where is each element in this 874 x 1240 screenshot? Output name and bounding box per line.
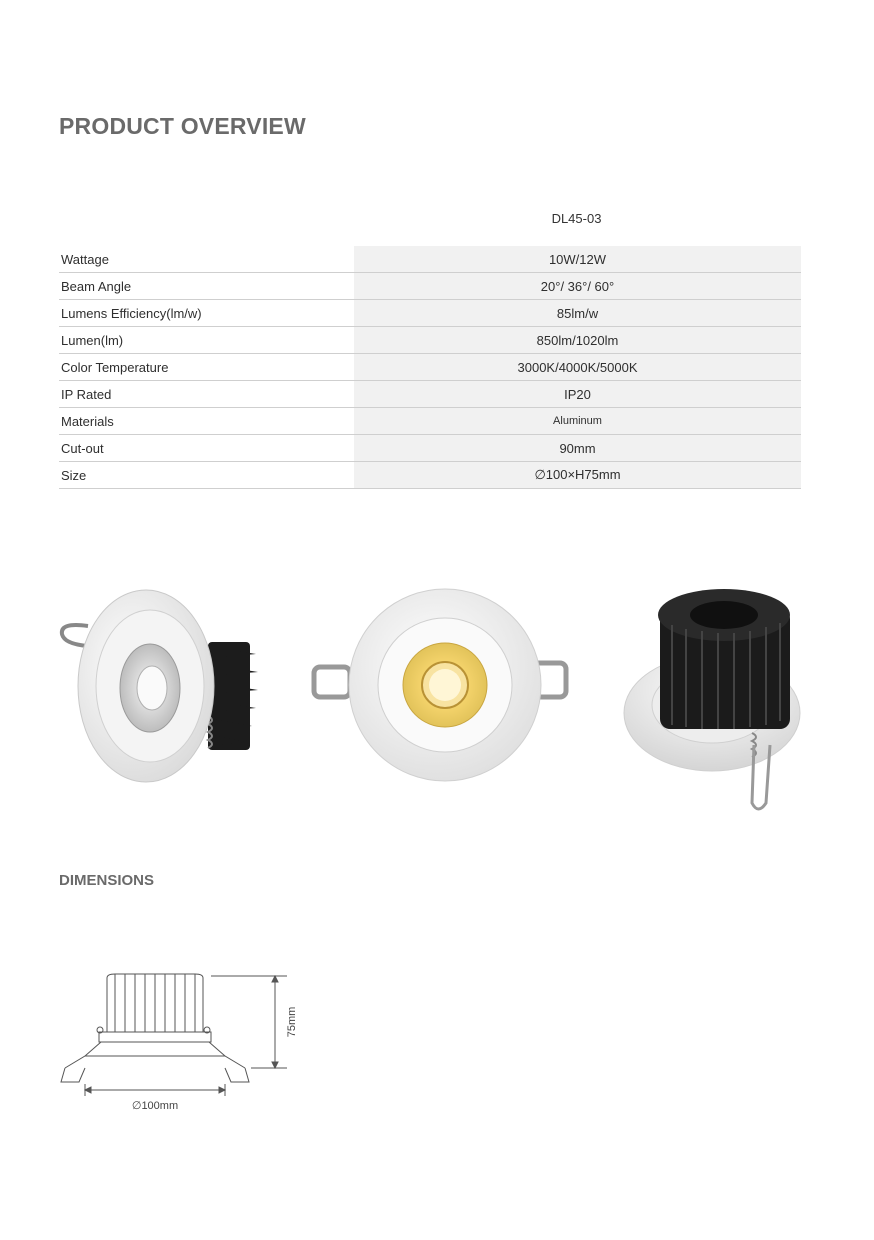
spec-row [59,381,801,408]
dimension-drawing [55,960,315,1120]
spec-label: Lumen(lm) [59,327,354,354]
spec-value: 10W/12W [354,246,801,273]
spec-row [59,327,801,354]
spec-label: Lumens Efficiency(lm/w) [59,300,354,327]
downlight-rear-view-icon [622,585,802,817]
spec-label: Beam Angle [59,273,354,300]
spec-value: Aluminum [354,408,801,435]
dimensions-title: DIMENSIONS [59,872,155,889]
spec-label: Materials [59,408,354,435]
spec-label: Size [59,462,354,489]
spec-value: 3000K/4000K/5000K [354,354,801,381]
page-title: PRODUCT OVERVIEW [59,113,306,139]
spec-value: 850lm/1020lm [354,327,801,354]
model-number: DL45-03 [551,211,602,226]
spec-value: 20°/ 36°/ 60° [354,273,801,300]
spec-label: Cut-out [59,435,354,462]
spec-row [59,462,801,489]
spec-value: 85lm/w [354,300,801,327]
spec-row [59,408,801,435]
spec-row [59,435,801,462]
spec-table [59,246,801,489]
spec-label: Wattage [59,246,354,273]
downlight-front-view-icon [310,585,570,790]
spec-row [59,354,801,381]
spec-value: 90mm [354,435,801,462]
width-dimension-label: ∅100mm [131,1100,179,1112]
spec-row [59,273,801,300]
spec-label: Color Temperature [59,354,354,381]
spec-value: IP20 [354,381,801,408]
spec-value: ∅100×H75mm [354,462,801,489]
spec-row [59,246,801,273]
height-dimension-label: 75mm [286,1006,298,1038]
spec-label: IP Rated [59,381,354,408]
spec-row [59,300,801,327]
downlight-angled-view-icon [58,584,263,789]
